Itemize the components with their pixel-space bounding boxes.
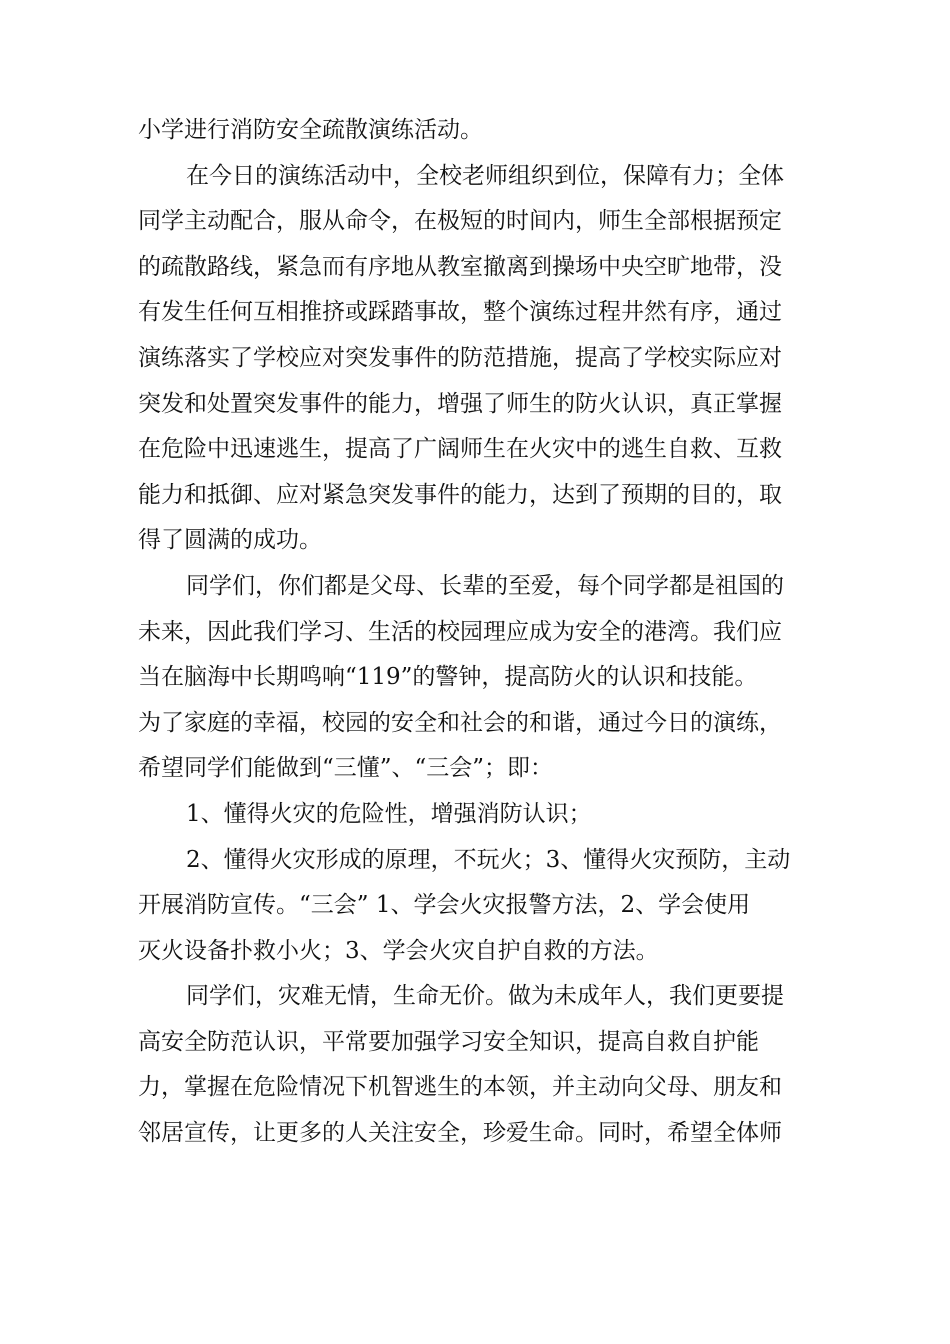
list-item-line: 2、懂得火灾形成的原理，不玩火；3、懂得火灾预防，主动 — [186, 846, 791, 873]
paragraph-start-line: 在今日的演练活动中，全校老师组织到位，保障有力；全体 — [186, 162, 784, 189]
text-line: 当在脑海中长期鸣响“119”的警钟，提高防火的认识和技能。 — [138, 664, 758, 691]
text-line: 邻居宣传，让更多的人关注安全，珍爱生命。同时，希望全体师 — [138, 1120, 782, 1147]
text-line: 突发和处置突发事件的能力，增强了师生的防火认识，真正掌握 — [138, 390, 782, 417]
text-line: 高安全防范认识，平常要加强学习安全知识，提高自救自护能 — [138, 1028, 759, 1055]
text-line: 在危险中迅速逃生，提高了广阔师生在火灾中的逃生自救、互救 — [138, 436, 782, 463]
text-line: 演练落实了学校应对突发事件的防范措施，提高了学校实际应对 — [138, 344, 782, 371]
text-line: 小学进行消防安全疏散演练活动。 — [138, 117, 483, 143]
text-line: 得了圆满的成功。 — [138, 527, 322, 554]
text-line: 未来，因此我们学习、生活的校园理应成为安全的港湾。我们应 — [138, 618, 782, 645]
text-line: 有发生任何互相推挤或踩踏事故，整个演练过程井然有序，通过 — [138, 299, 782, 326]
list-item-line: 1、懂得火灾的危险性，增强消防认识； — [186, 800, 592, 827]
paragraph-start-line: 同学们，你们都是父母、长辈的至爱，每个同学都是祖国的 — [186, 572, 784, 599]
text-line: 灭火设备扑救小火；3、学会火灾自护自救的方法。 — [138, 937, 659, 964]
text-line: 为了家庭的幸福，校园的安全和社会的和谐，通过今日的演练， — [138, 709, 782, 736]
text-line: 的疏散路线，紧急而有序地从教室撤离到操场中央空旷地带，没 — [138, 253, 782, 280]
text-line: 希望同学们能做到“三懂”、“三会”；即： — [138, 755, 554, 782]
paragraph-start-line: 同学们，灾难无情，生命无价。做为未成年人，我们更要提 — [186, 983, 784, 1010]
document-body — [138, 108, 838, 1157]
text-line: 同学主动配合，服从命令，在极短的时间内，师生全部根据预定 — [138, 208, 782, 235]
text-line: 能力和抵御、应对紧急突发事件的能力，达到了预期的目的，取 — [138, 481, 782, 508]
text-line: 开展消防宣传。“三会” 1、学会火灾报警方法，2、学会使用 — [138, 892, 751, 919]
text-line: 力，掌握在危险情况下机智逃生的本领，并主动向父母、朋友和 — [138, 1074, 782, 1101]
